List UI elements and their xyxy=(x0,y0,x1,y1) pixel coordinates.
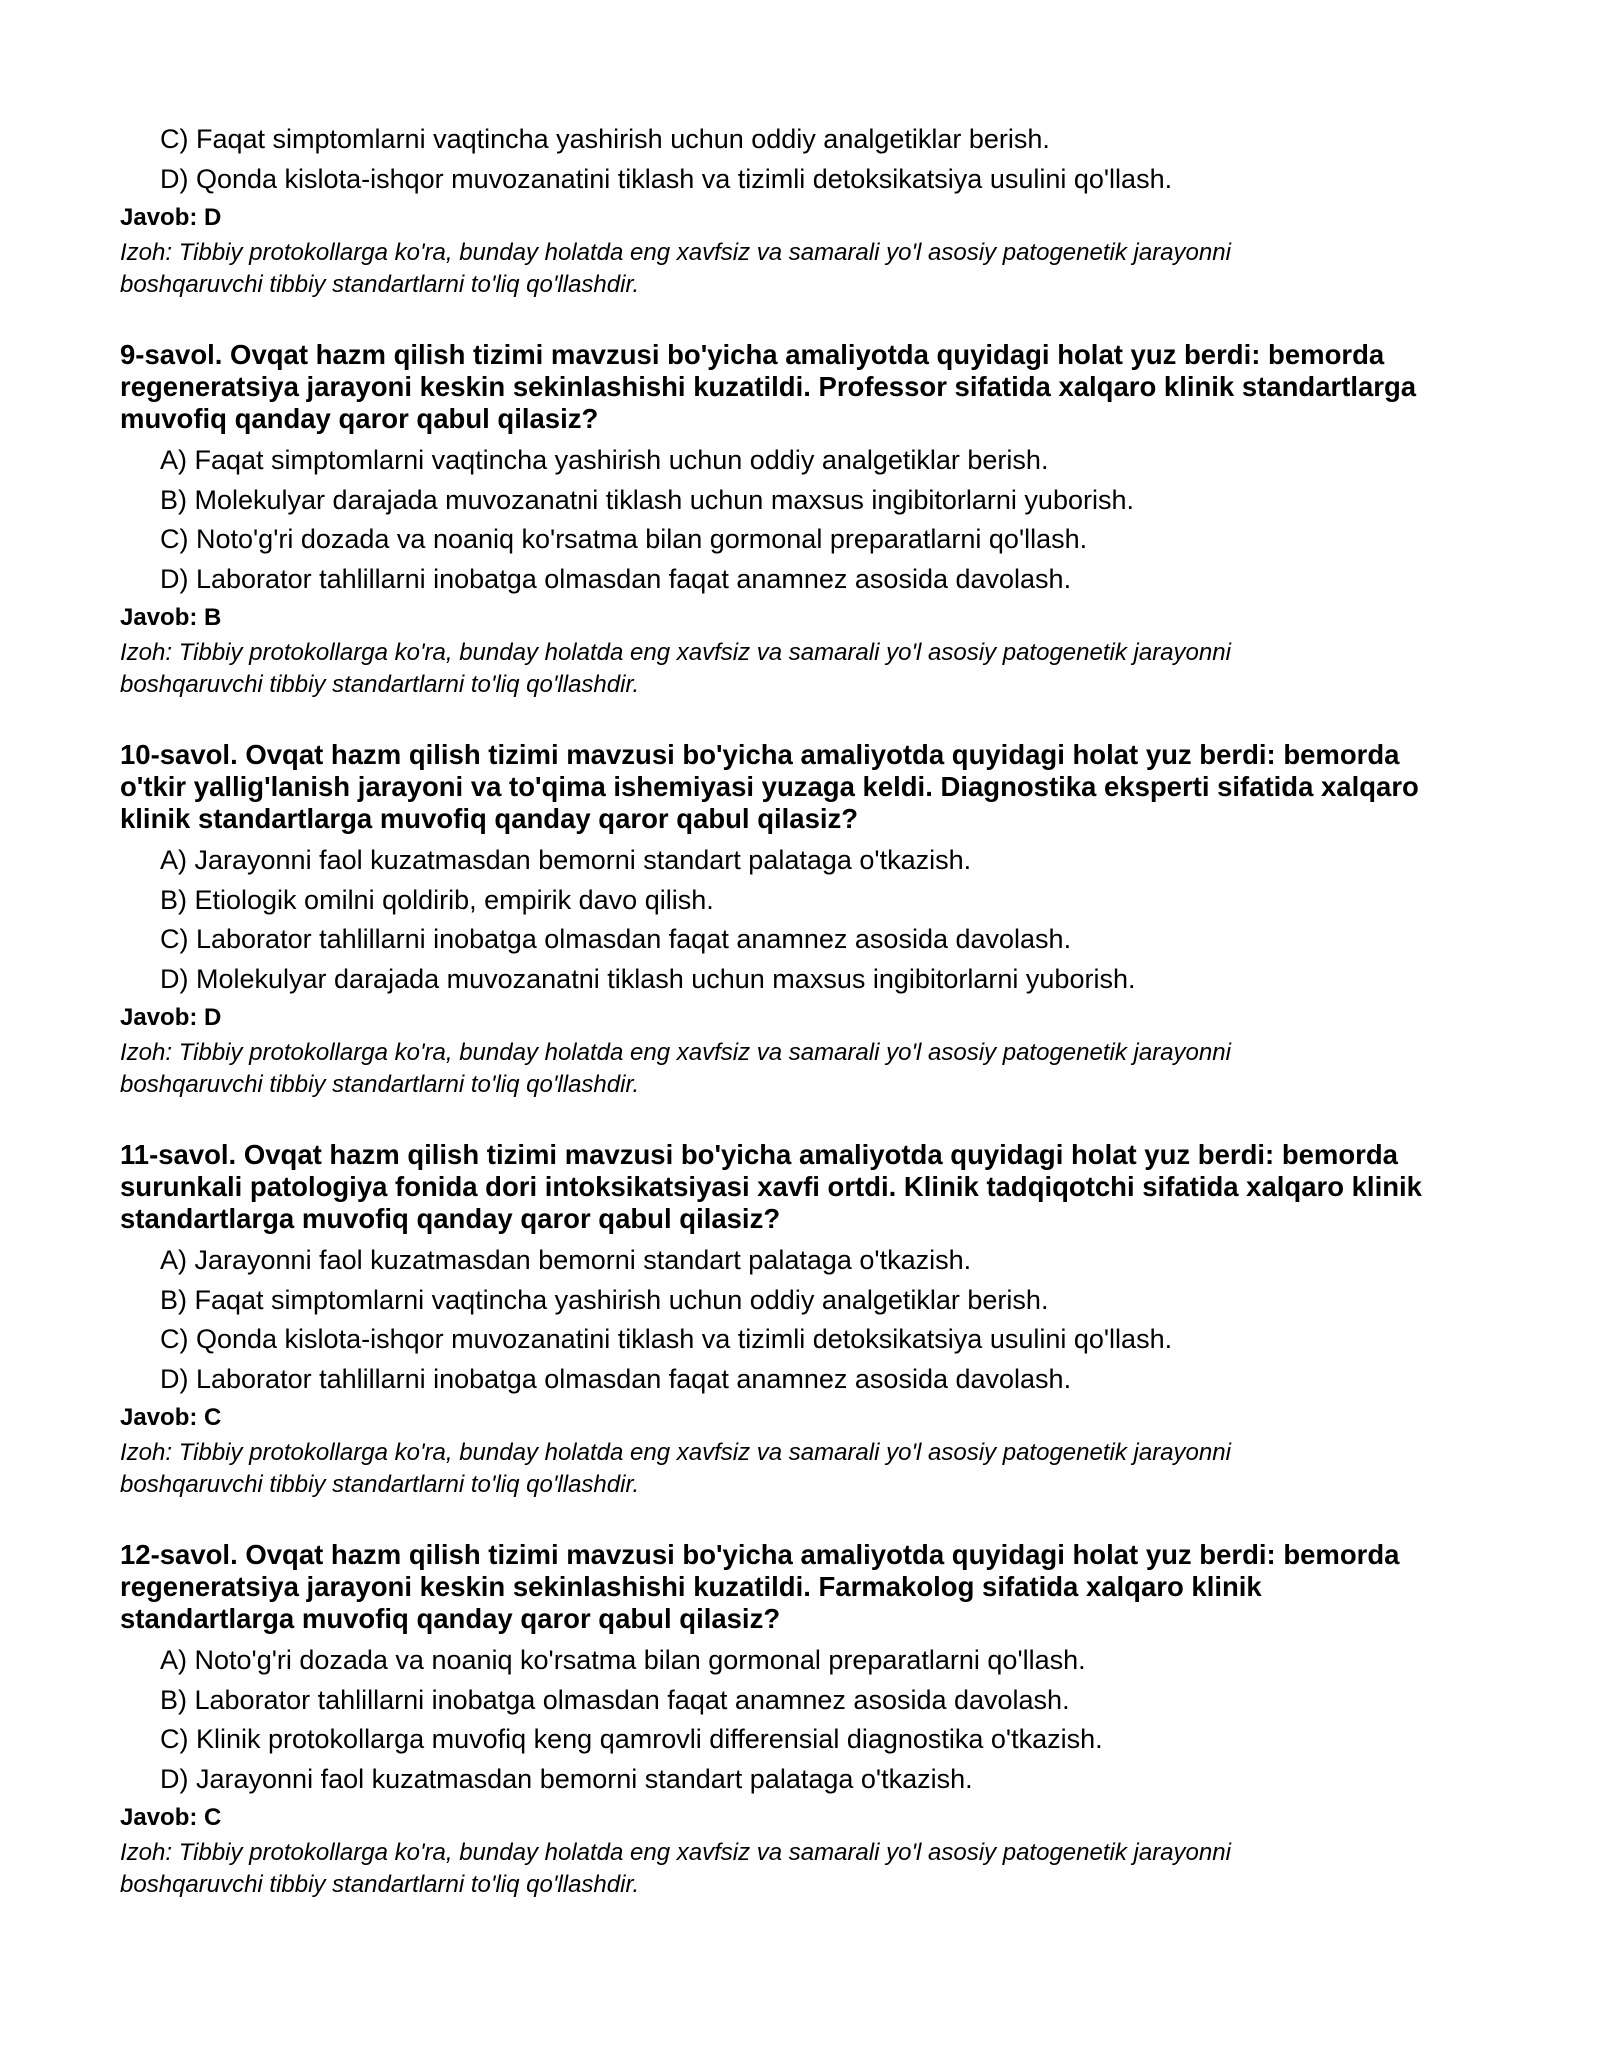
explanation-note xyxy=(120,637,1480,701)
option-c: C) Laborator tahlillarni inobatga olmasdan faqat anamnez asosida davolash. xyxy=(160,924,1072,954)
question-text xyxy=(120,739,1480,835)
note-line: boshqaruvchi tibbiy standartlarni to'liq qo'llashdir. xyxy=(120,1471,640,1498)
note-line: boshqaruvchi tibbiy standartlarni to'liq qo'llashdir. xyxy=(120,671,640,698)
option-d: D) Qonda kislota-ishqor muvozanatini tiklash va tizimli detoksikatsiya usulini qo'llash. xyxy=(160,163,1173,194)
question-line: o'tkir yallig'lanish jarayoni va to'qima ishemiyasi yuzaga keldi. Diagnostika eksperti sifatida xalqaro xyxy=(120,771,1419,802)
option-c: C) Faqat simptomlarni vaqtincha yashirish uchun oddiy analgetiklar berish. xyxy=(160,124,1050,154)
option-c: C) Noto'g'ri dozada va noaniq ko'rsatma bilan gormonal preparatlarni qo'llash. xyxy=(160,524,1088,554)
question-line: standartlarga muvofiq qanday qaror qabul qilasiz? xyxy=(120,1603,781,1634)
question-line: regeneratsiya jarayoni keskin sekinlashishi kuzatildi. Professor sifatida xalqaro klinik standartlarga xyxy=(120,371,1417,402)
question-line: 12-savol. Ovqat hazm qilish tizimi mavzusi bo'yicha amaliyotda quyidagi holat yuz berdi: bemorda xyxy=(120,1539,1400,1570)
question-line: standartlarga muvofiq qanday qaror qabul qilasiz? xyxy=(120,1203,781,1234)
question-line: 9-savol. Ovqat hazm qilish tizimi mavzusi bo'yicha amaliyotda quyidagi holat yuz berdi: bemorda xyxy=(120,339,1385,370)
answer-label: Javob: C xyxy=(120,1404,222,1431)
note-line: Izoh: Tibbiy protokollarga ko'ra, bunday holatda eng xavfsiz va samarali yo'l asosiy patogenetik jarayonni xyxy=(120,239,1231,266)
option-c: C) Klinik protokollarga muvofiq keng qamrovli differensial diagnostika o'tkazish. xyxy=(160,1724,1103,1754)
option-a: A) Jarayonni faol kuzatmasdan bemorni standart palataga o'tkazish. xyxy=(160,1245,972,1275)
answer-label: Javob: D xyxy=(120,204,222,231)
question-line: klinik standartlarga muvofiq qanday qaror qabul qilasiz? xyxy=(120,803,859,834)
option-d: D) Jarayonni faol kuzatmasdan bemorni standart palataga o'tkazish. xyxy=(160,1763,973,1794)
note-line: boshqaruvchi tibbiy standartlarni to'liq qo'llashdir. xyxy=(120,1871,640,1898)
note-line: boshqaruvchi tibbiy standartlarni to'liq qo'llashdir. xyxy=(120,1071,640,1098)
note-line: Izoh: Tibbiy protokollarga ko'ra, bunday holatda eng xavfsiz va samarali yo'l asosiy patogenetik jarayonni xyxy=(120,1839,1231,1866)
question-line: muvofiq qanday qaror qabul qilasiz? xyxy=(120,403,599,434)
option-a: A) Faqat simptomlarni vaqtincha yashirish uchun oddiy analgetiklar berish. xyxy=(160,445,1049,475)
option-b: B) Faqat simptomlarni vaqtincha yashirish uchun oddiy analgetiklar berish. xyxy=(160,1284,1049,1315)
note-line: Izoh: Tibbiy protokollarga ko'ra, bunday holatda eng xavfsiz va samarali yo'l asosiy patogenetik jarayonni xyxy=(120,1439,1231,1466)
option-b: B) Etiologik omilni qoldirib, empirik davo qilish. xyxy=(160,884,714,915)
explanation-note xyxy=(120,1437,1480,1501)
question-12 xyxy=(120,1539,1480,1901)
question-text xyxy=(120,1139,1480,1235)
question-10 xyxy=(120,739,1480,1101)
option-a: A) Jarayonni faol kuzatmasdan bemorni standart palataga o'tkazish. xyxy=(160,845,972,875)
question-line: surunkali patologiya fonida dori intoksikatsiyasi xavfi ortdi. Klinik tadqiqotchi sifatida xalqaro klinik xyxy=(120,1171,1422,1202)
question-11 xyxy=(120,1139,1480,1501)
option-b: B) Laborator tahlillarni inobatga olmasdan faqat anamnez asosida davolash. xyxy=(160,1684,1070,1715)
document-page xyxy=(120,120,1480,1901)
option-b: B) Molekulyar darajada muvozanatni tiklash uchun maxsus ingibitorlarni yuborish. xyxy=(160,484,1134,515)
answer-label: Javob: B xyxy=(120,604,222,631)
option-d: D) Laborator tahlillarni inobatga olmasdan faqat anamnez asosida davolash. xyxy=(160,563,1072,594)
explanation-note xyxy=(120,1037,1480,1101)
question-line: regeneratsiya jarayoni keskin sekinlashishi kuzatildi. Farmakolog sifatida xalqaro klinik xyxy=(120,1571,1262,1602)
option-a: A) Noto'g'ri dozada va noaniq ko'rsatma bilan gormonal preparatlarni qo'llash. xyxy=(160,1645,1086,1675)
explanation-note xyxy=(120,237,1480,301)
option-d: D) Molekulyar darajada muvozanatni tiklash uchun maxsus ingibitorlarni yuborish. xyxy=(160,963,1136,994)
answer-label: Javob: D xyxy=(120,1004,222,1031)
option-c: C) Qonda kislota-ishqor muvozanatini tiklash va tizimli detoksikatsiya usulini qo'llash. xyxy=(160,1324,1173,1354)
note-line: Izoh: Tibbiy protokollarga ko'ra, bunday holatda eng xavfsiz va samarali yo'l asosiy patogenetik jarayonni xyxy=(120,639,1231,666)
question-text xyxy=(120,1539,1480,1635)
question-line: 10-savol. Ovqat hazm qilish tizimi mavzusi bo'yicha amaliyotda quyidagi holat yuz berdi: bemorda xyxy=(120,739,1400,770)
note-line: Izoh: Tibbiy protokollarga ko'ra, bunday holatda eng xavfsiz va samarali yo'l asosiy patogenetik jarayonni xyxy=(120,1039,1231,1066)
option-d: D) Laborator tahlillarni inobatga olmasdan faqat anamnez asosida davolash. xyxy=(160,1363,1072,1394)
question-9 xyxy=(120,339,1480,701)
explanation-note xyxy=(120,1837,1480,1901)
answer-label: Javob: C xyxy=(120,1804,222,1831)
question-line: 11-savol. Ovqat hazm qilish tizimi mavzusi bo'yicha amaliyotda quyidagi holat yuz berdi: bemorda xyxy=(120,1139,1398,1170)
question-text xyxy=(120,339,1480,435)
question-8-continuation xyxy=(120,120,1480,301)
note-line: boshqaruvchi tibbiy standartlarni to'liq qo'llashdir. xyxy=(120,271,640,298)
